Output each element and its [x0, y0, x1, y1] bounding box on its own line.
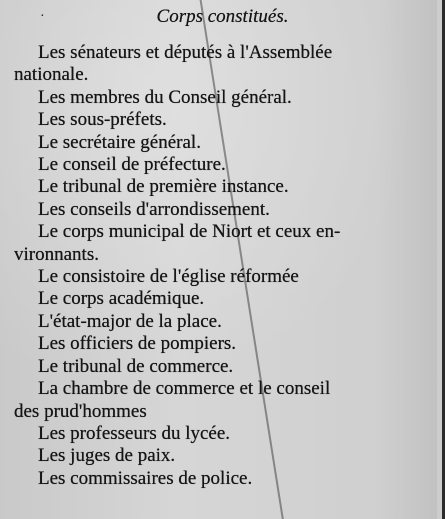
list-entry: Les juges de paix.	[38, 445, 176, 467]
list-entry-chamber	[14, 378, 430, 423]
list-entry: Le corps académique.	[38, 288, 205, 310]
entry-continuation: nationale.	[14, 64, 89, 86]
list-entry: Les commissaires de police.	[38, 467, 253, 489]
entry-continuation: vironnants.	[14, 243, 99, 265]
list-entry: Les sous-préfets.	[38, 109, 167, 131]
list-entry: Les conseils d'arrondissement.	[38, 198, 270, 220]
list-entry: Le secrétaire général.	[38, 131, 201, 153]
list-entry-senators	[14, 42, 430, 87]
list-entry: Les officiers de pompiers.	[38, 333, 237, 355]
list-entry: L'état-major de la place.	[38, 310, 222, 332]
entry-text: Les sénateurs et députés à l'Assemblée	[38, 42, 333, 63]
list-entry-municipal	[14, 221, 430, 266]
bodies-list	[14, 42, 430, 490]
list-entry: Les professeurs du lycée.	[38, 422, 231, 444]
entry-continuation: des prud'hommes	[14, 400, 147, 422]
entry-line: Le corps municipal de Niort et ceux en-	[38, 221, 341, 243]
entry-line: La chambre de commerce et le conseil	[38, 378, 331, 400]
list-entry: Le conseil de préfecture.	[38, 154, 226, 176]
section-heading: Corps constitués.	[156, 6, 289, 27]
entry-line	[14, 42, 430, 64]
list-entry: Le tribunal de commerce.	[38, 355, 234, 377]
list-entry: Le consistoire de l'église réformée	[38, 266, 299, 288]
stray-print-dot: ·	[40, 9, 45, 24]
list-entry: Le tribunal de première instance.	[38, 176, 289, 198]
list-entry: Les membres du Conseil général.	[38, 86, 292, 108]
